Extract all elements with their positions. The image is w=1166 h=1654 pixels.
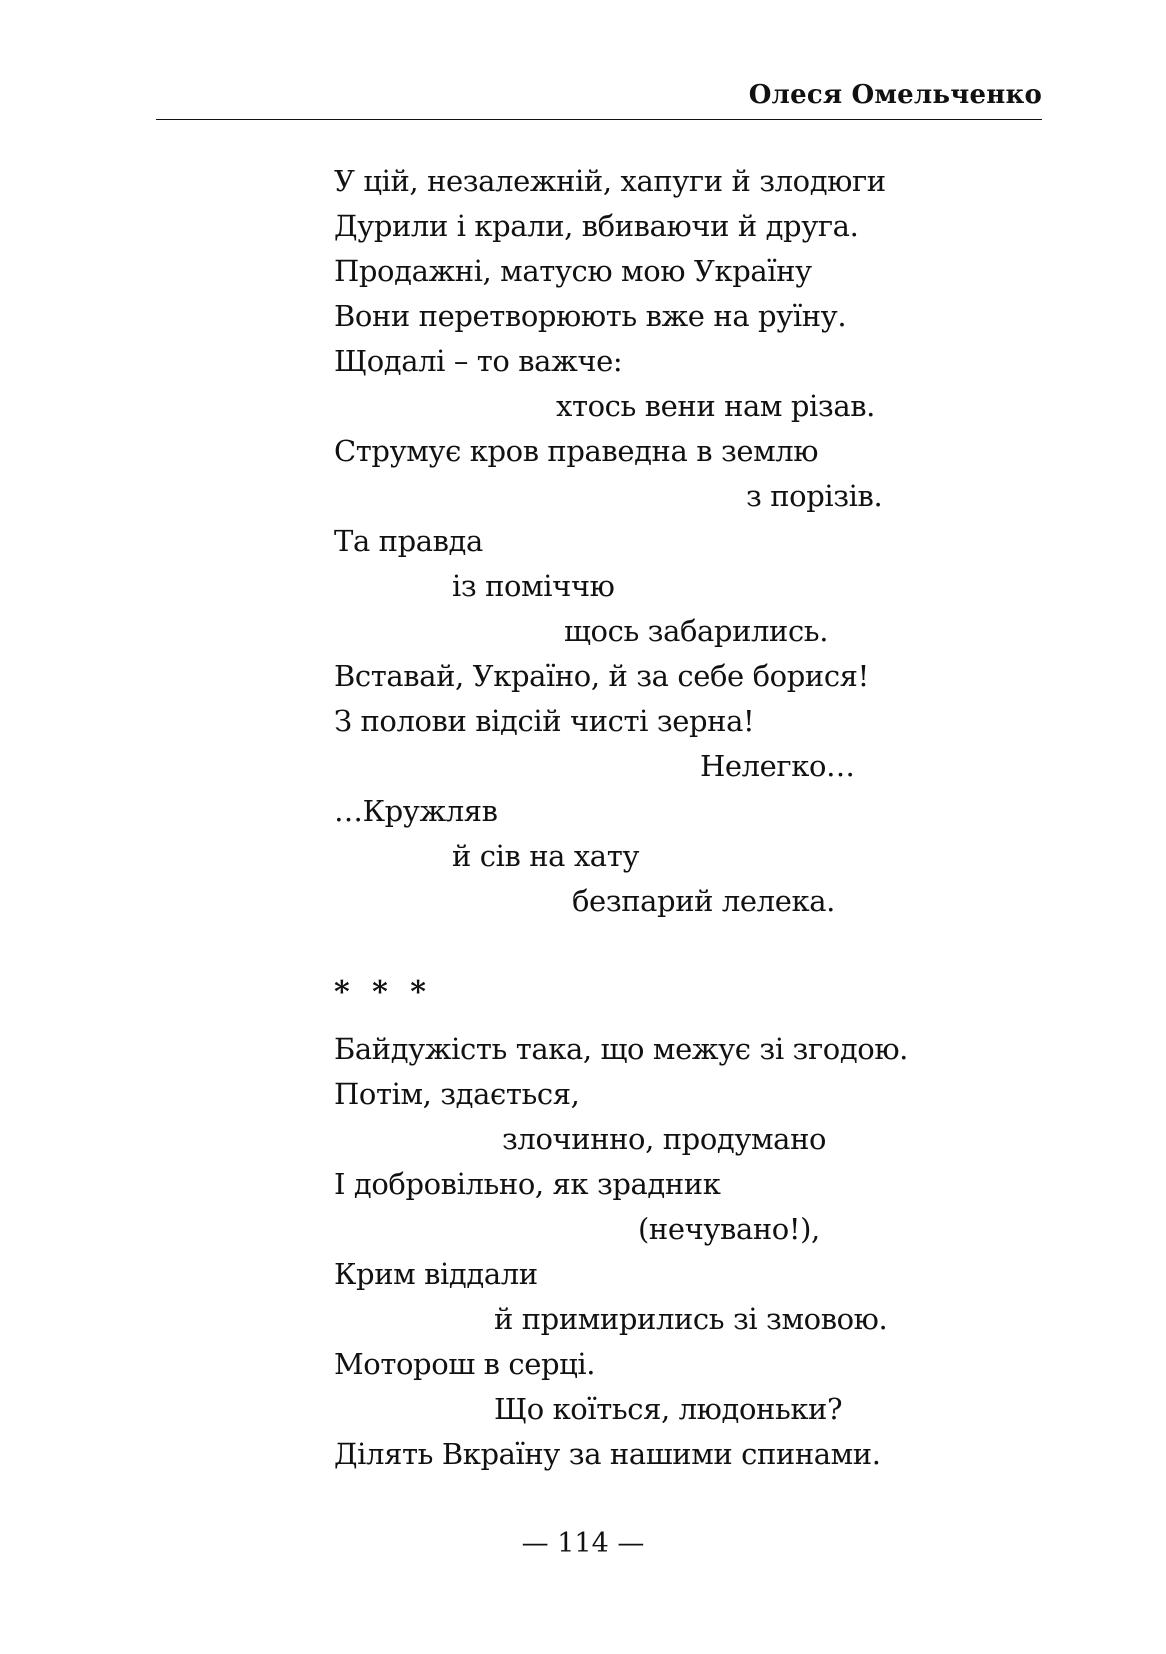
poem-line: Нелегко…: [700, 749, 855, 783]
header-rule: [156, 119, 1042, 120]
poem-line: У цій, незалежній, хапуги й злодюги: [334, 164, 886, 198]
running-head-author: Олеся Омельченко: [748, 80, 1042, 110]
poem-line: з порізів.: [746, 479, 883, 513]
poem-line: Дурили і крали, вбиваючи й друга.: [334, 209, 859, 243]
poem-line: щось забарились.: [564, 614, 829, 648]
poem-line: й примирились зі змовою.: [494, 1302, 888, 1336]
poem-line: Потім, здається,: [334, 1077, 580, 1111]
poem-line: Що коїться, людоньки?: [494, 1392, 843, 1426]
poem-line: Вони перетворюють вже на руїну.: [334, 299, 847, 333]
poem-line: хтось вени нам різав.: [556, 389, 875, 423]
poem-line: Ділять Вкраїну за нашими спинами.: [334, 1437, 881, 1471]
poem-line: Та правда: [334, 524, 483, 558]
poem-line: безпарий лелека.: [572, 884, 835, 918]
page-number: — 114 —: [521, 1528, 645, 1559]
poem-line: (нечувано!),: [638, 1212, 820, 1246]
poem-line: із поміччю: [452, 569, 615, 603]
poem-line: Крим віддали: [334, 1257, 538, 1291]
poem-line: Струмує кров праведна в землю: [334, 434, 819, 468]
poem-line: Байдужість така, що межує зі згодою.: [334, 1032, 908, 1066]
poem-line: й сів на хату: [452, 839, 639, 873]
poem-line: Продажні, матусю мою Україну: [334, 254, 812, 288]
poem-line: Вставай, Україно, й за себе борися!: [334, 659, 869, 693]
poem-line: Моторош в серці.: [334, 1347, 596, 1381]
poem-line: …Кружляв: [334, 794, 498, 828]
poem-line: З полови відсій чисті зерна!: [334, 704, 755, 738]
poem-separator-asterisks: * * *: [334, 975, 432, 1010]
poem-line: Щодалі – то важче:: [334, 344, 623, 378]
poem-line: злочинно, продумано: [502, 1122, 827, 1156]
poem-line: І добровільно, як зрадник: [334, 1167, 721, 1201]
